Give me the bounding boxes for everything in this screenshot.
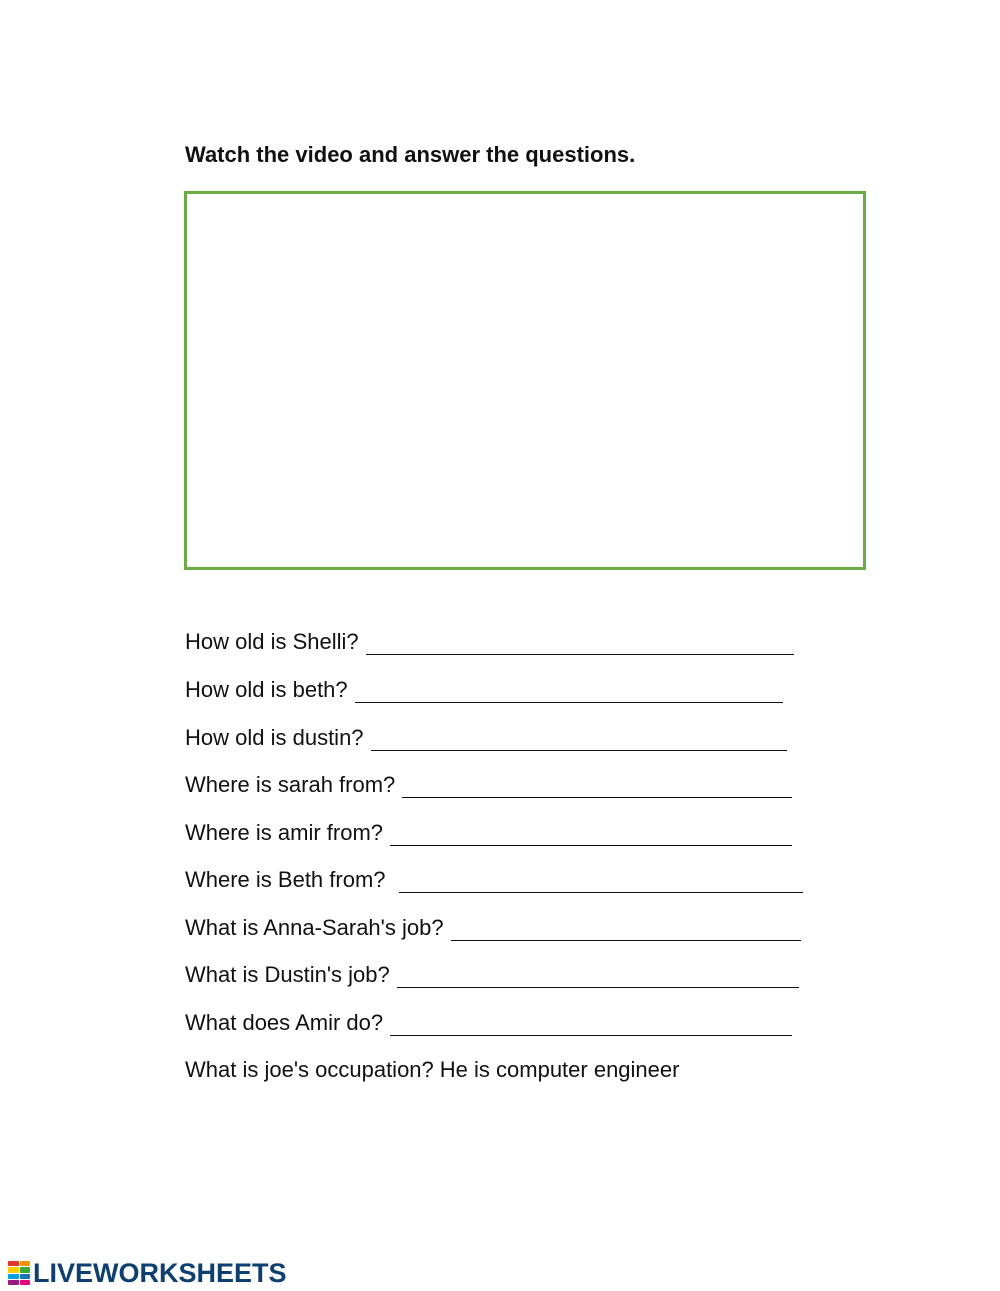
answer-blank[interactable] bbox=[399, 868, 803, 893]
question-row bbox=[185, 675, 783, 705]
video-placeholder[interactable] bbox=[184, 191, 866, 570]
liveworksheets-logo[interactable] bbox=[8, 1257, 287, 1289]
question-text: How old is beth? bbox=[185, 677, 348, 702]
question-text: Where is sarah from? bbox=[185, 772, 396, 797]
question-row bbox=[185, 770, 792, 800]
question-row bbox=[185, 723, 787, 753]
question-row bbox=[185, 627, 794, 657]
question-text: What is joe's occupation? bbox=[185, 1057, 434, 1082]
answer-blank[interactable] bbox=[355, 678, 783, 703]
question-row bbox=[185, 1008, 792, 1038]
question-row bbox=[185, 913, 801, 943]
instruction-heading: Watch the video and answer the questions. bbox=[185, 142, 636, 167]
question-text: Where is Beth from? bbox=[185, 867, 386, 892]
question-row bbox=[185, 960, 799, 990]
logo-wordmark: LIVEWORKSHEETS bbox=[33, 1258, 287, 1288]
answer-blank[interactable] bbox=[366, 630, 794, 655]
question-row bbox=[185, 1055, 679, 1085]
answer-blank[interactable] bbox=[451, 916, 801, 941]
answer-blank[interactable] bbox=[402, 773, 792, 798]
question-text: What does Amir do? bbox=[185, 1010, 384, 1035]
answer-blank[interactable] bbox=[397, 963, 799, 988]
question-text: Where is amir from? bbox=[185, 820, 384, 845]
question-row bbox=[185, 818, 792, 848]
question-text: How old is dustin? bbox=[185, 725, 364, 750]
question-row bbox=[185, 865, 803, 895]
answer-blank[interactable] bbox=[371, 726, 787, 751]
answer-blank[interactable] bbox=[390, 1011, 792, 1036]
answer-blank[interactable] bbox=[390, 821, 792, 846]
question-text: How old is Shelli? bbox=[185, 629, 359, 654]
question-text: What is Dustin's job? bbox=[185, 962, 390, 987]
logo-mark-icon bbox=[8, 1261, 30, 1285]
answer-text: He is computer engineer bbox=[439, 1057, 680, 1082]
question-text: What is Anna-Sarah's job? bbox=[185, 915, 444, 940]
